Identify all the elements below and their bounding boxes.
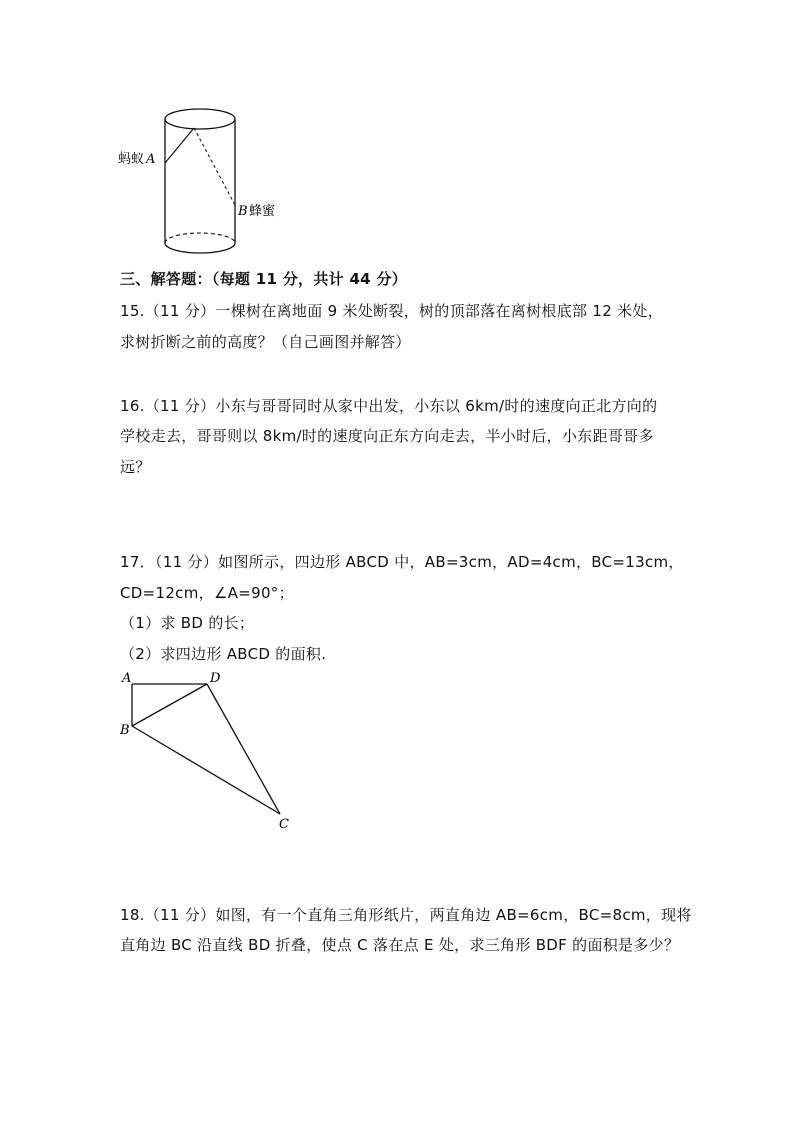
q16-line-2: 学校走去，哥哥则以 8km/时的速度向正东方向走去，半小时后，小东距哥哥多	[120, 427, 654, 445]
cylinder-top-ellipse	[165, 109, 235, 129]
edge-bd	[132, 684, 207, 726]
point-a-label: A	[146, 152, 156, 167]
edge-bc	[132, 726, 280, 814]
vertex-a-label: A	[122, 671, 132, 686]
edge-dc	[207, 684, 280, 814]
ant-label: 蚂蚁	[118, 152, 145, 167]
vertex-b-label: B	[120, 723, 130, 738]
q17-line-3: （1）求 BD 的长；	[120, 614, 255, 632]
cylinder-bottom-front	[165, 243, 235, 253]
vertex-c-label: C	[279, 817, 289, 832]
q18-line-1: 18.（11 分）如图，有一个直角三角形纸片，两直角边 AB=6cm，BC=8cm，现将	[120, 906, 692, 924]
cylinder-bottom-back	[165, 233, 235, 243]
q17-line-2: CD=12cm，∠A=90°；	[120, 584, 294, 602]
q18-line-2: 直角边 BC 沿直线 BD 折叠，使点 C 落在点 E 处，求三角形 BDF 的面积是多少？	[120, 936, 680, 954]
q17-line-1: 17．（11 分）如图所示，四边形 ABCD 中，AB=3cm，AD=4cm，BC=13cm，	[120, 553, 684, 571]
q17-line-4: （2）求四边形 ABCD 的面积.	[120, 645, 327, 663]
ant-path-solid	[165, 128, 194, 163]
vertex-d-label: D	[210, 671, 221, 686]
section-heading: 三、解答题：（每题 11 分，共计 44 分）	[120, 270, 408, 288]
quadrilateral-figure	[112, 668, 312, 838]
point-b-label: B	[238, 204, 248, 219]
q16-line-1: 16.（11 分）小东与哥哥同时从家中出发，小东以 6km/时的速度向正北方向的	[120, 397, 658, 415]
cylinder-figure	[110, 100, 310, 260]
q16-line-3: 远？	[120, 458, 151, 476]
q15-line-2: 求树折断之前的高度？（自己画图并解答）	[120, 333, 411, 351]
q15-line-1: 15.（11 分）一棵树在离地面 9 米处断裂，树的顶部落在离树根底部 12 米处，	[120, 302, 664, 320]
honey-label: 蜂蜜	[249, 204, 276, 219]
ant-path-dashed	[194, 128, 235, 205]
